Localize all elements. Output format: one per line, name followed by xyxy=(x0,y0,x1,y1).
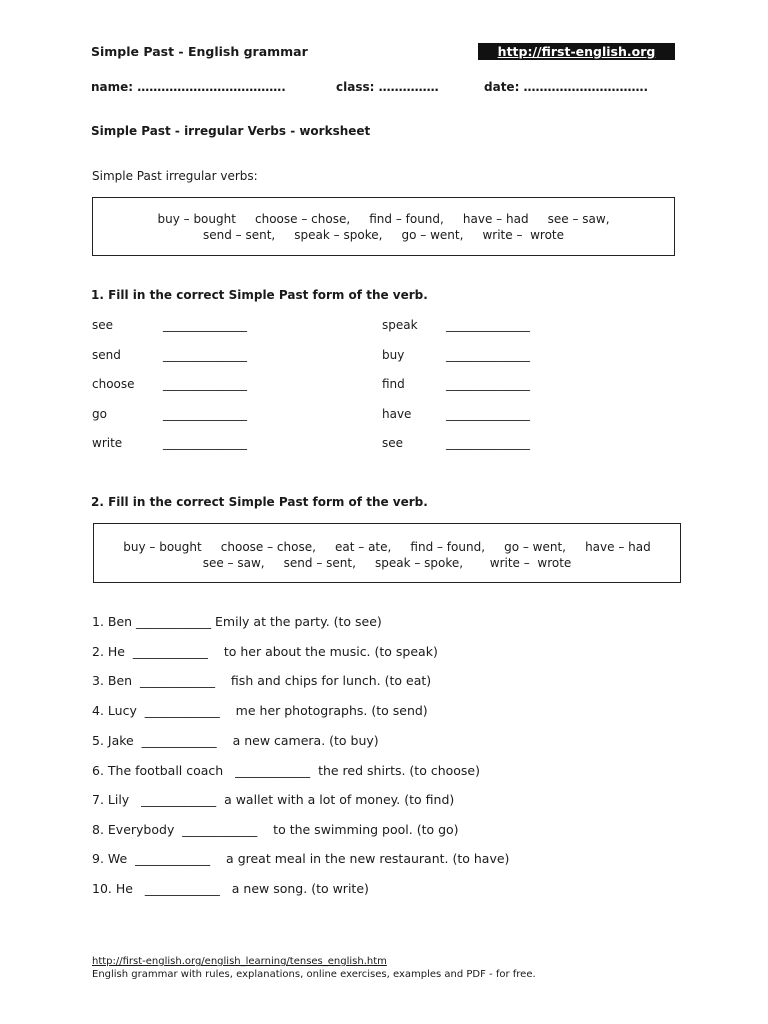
verb-label: buy xyxy=(382,348,405,362)
verb-label: speak xyxy=(382,318,418,332)
verb-label: choose xyxy=(92,377,135,391)
answer-blank[interactable]: ______________ xyxy=(446,436,530,450)
verb-list-line: send – sent, speak – spoke, go – went, write – wrote xyxy=(202,228,564,242)
answer-blank[interactable]: ______________ xyxy=(163,318,247,332)
footer-link[interactable]: http://first-english.org/english_learning/tenses_english.htm xyxy=(92,956,387,967)
sentence: 1. Ben ____________ Emily at the party. (to see) xyxy=(92,614,382,629)
verb-label: go xyxy=(92,407,107,421)
verb-label: see xyxy=(92,318,114,332)
answer-blank[interactable]: ______________ xyxy=(446,407,530,421)
name-field: name: ………………………………. xyxy=(91,80,286,94)
answer-blank[interactable]: ______________ xyxy=(446,377,530,391)
footer-text: English grammar with rules, explanations, online exercises, examples and PDF - for free. xyxy=(92,969,536,980)
answer-blank[interactable]: ______________ xyxy=(163,436,247,450)
answer-blank[interactable]: ______________ xyxy=(163,377,247,391)
verb-list-box xyxy=(93,523,681,583)
verb-label: send xyxy=(92,348,121,362)
verb-list-line: buy – bought choose – chose, eat – ate, find – found, go – went, have – had xyxy=(123,540,651,554)
verb-list-line: buy – bought choose – chose, find – found, have – had see – saw, xyxy=(157,212,610,226)
verb-label: find xyxy=(382,377,405,391)
sentence: 5. Jake ____________ a new camera. (to buy) xyxy=(92,733,379,748)
sentence: 9. We ____________ a great meal in the new restaurant. (to have) xyxy=(92,851,510,866)
verb-list-line: see – saw, send – sent, speak – spoke, write – wrote xyxy=(202,556,572,570)
sentence: 2. He ____________ to her about the music. (to speak) xyxy=(92,644,438,659)
verb-label: write xyxy=(92,436,123,450)
sentence: 10. He ____________ a new song. (to write) xyxy=(92,881,369,896)
worksheet-title: Simple Past - irregular Verbs - worksheet xyxy=(91,124,371,138)
verb-list-box xyxy=(92,197,675,256)
answer-blank[interactable]: ______________ xyxy=(446,318,530,332)
sentence: 7. Lily ____________ a wallet with a lot of money. (to find) xyxy=(92,792,455,807)
intro-text: Simple Past irregular verbs: xyxy=(92,169,258,183)
answer-blank[interactable]: ______________ xyxy=(163,348,247,362)
exercise2-heading: 2. Fill in the correct Simple Past form of the verb. xyxy=(91,495,428,509)
sentence: 3. Ben ____________ fish and chips for lunch. (to eat) xyxy=(92,673,432,688)
exercise1-heading: 1. Fill in the correct Simple Past form of the verb. xyxy=(91,288,428,302)
document-title: Simple Past - English grammar xyxy=(91,44,308,59)
verb-label: see xyxy=(382,436,404,450)
verb-label: have xyxy=(382,407,412,421)
sentence: 4. Lucy ____________ me her photographs. (to send) xyxy=(92,703,428,718)
date-field: date: …………………………. xyxy=(484,80,649,94)
class-field: class: …………… xyxy=(336,80,439,94)
answer-blank[interactable]: ______________ xyxy=(446,348,530,362)
sentence: 6. The football coach ____________ the red shirts. (to choose) xyxy=(92,763,481,778)
sentence: 8. Everybody ____________ to the swimming pool. (to go) xyxy=(92,822,459,837)
answer-blank[interactable]: ______________ xyxy=(163,407,247,421)
site-link[interactable]: http://first-english.org xyxy=(478,43,675,60)
